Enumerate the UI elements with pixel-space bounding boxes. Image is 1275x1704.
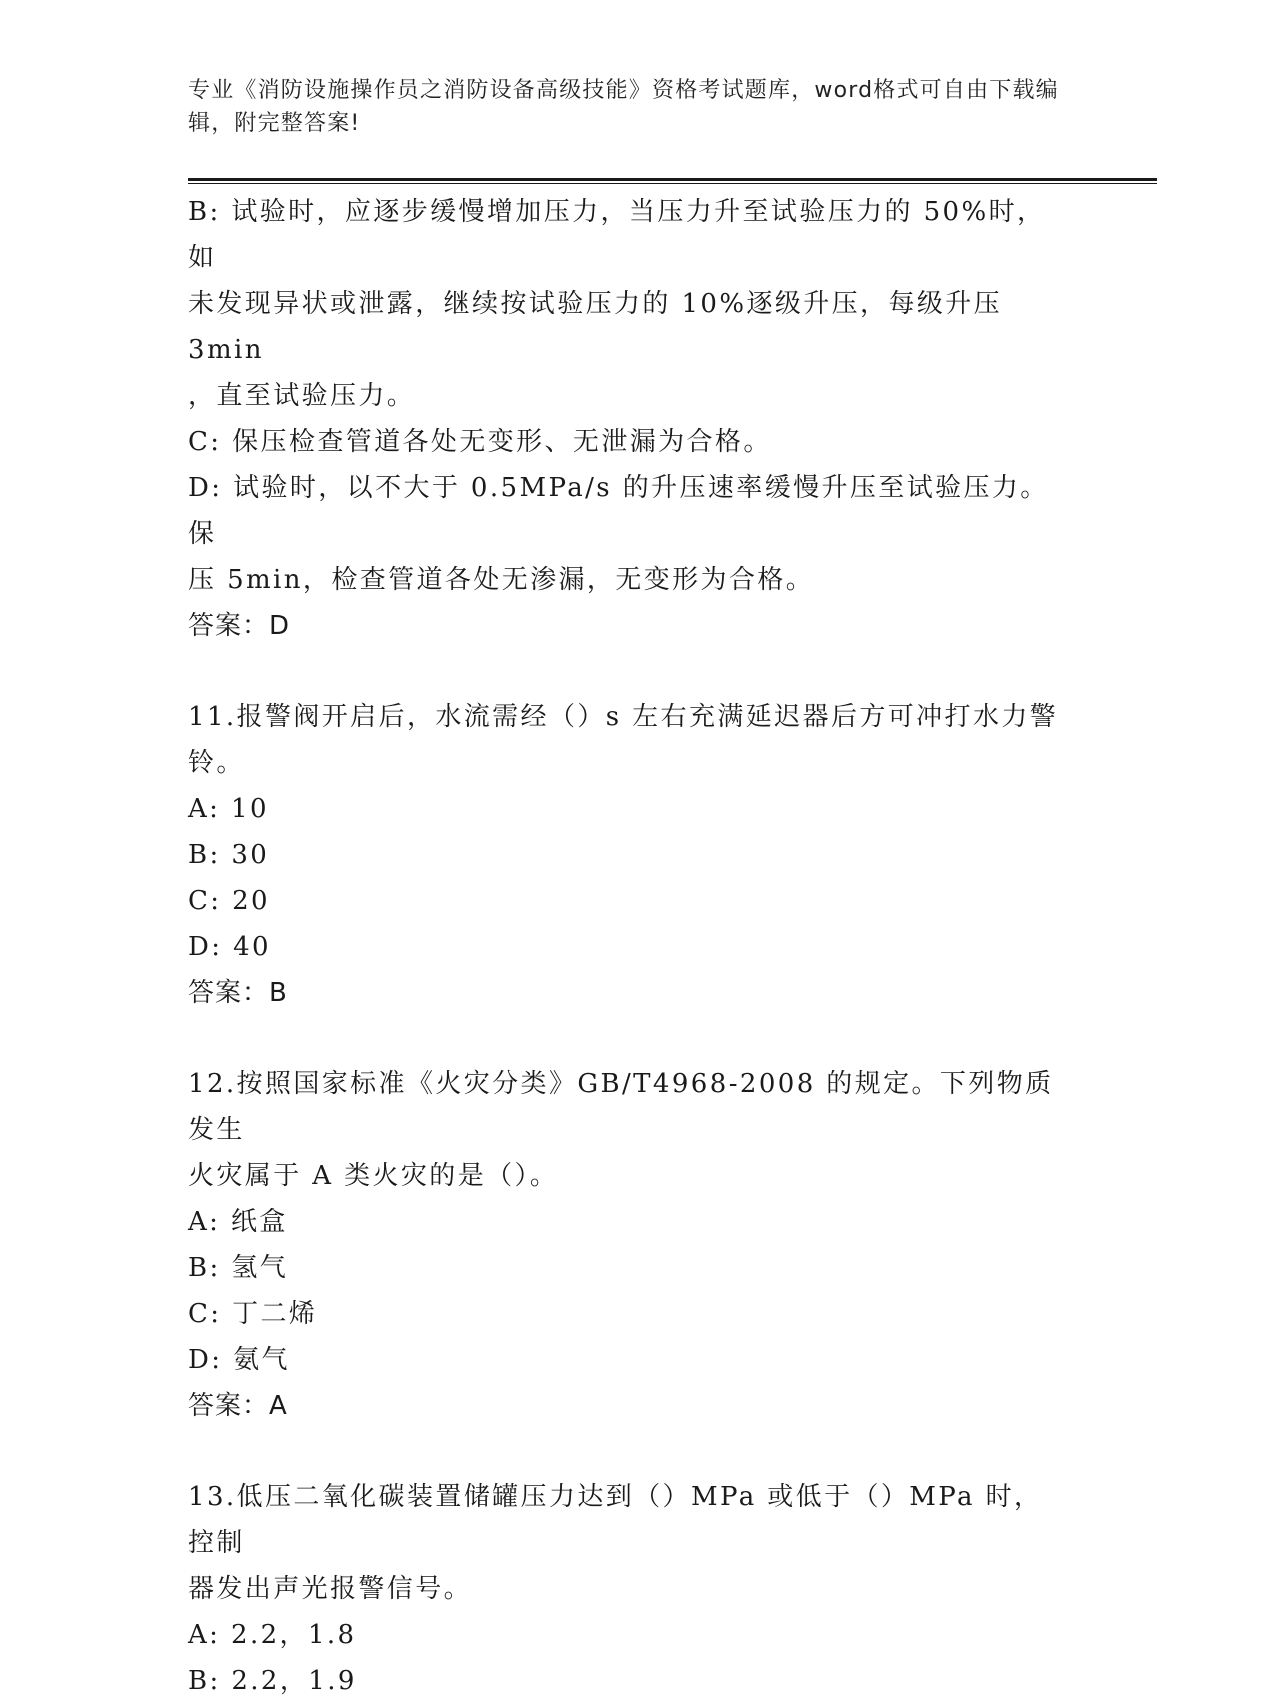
option-a: A: 纸盒 xyxy=(188,1207,288,1237)
option-b: B: 30 xyxy=(188,840,270,870)
question-stem: 火灾属于 A 类火灾的是（）。 xyxy=(188,1161,559,1191)
option-c: C: 丁二烯 xyxy=(188,1299,318,1329)
header-rule-thin xyxy=(188,183,1157,184)
question-stem: 12.按照国家标准《火灾分类》GB/T4968-2008 的规定。下列物质发生 xyxy=(188,1069,1054,1145)
question-13 xyxy=(188,1474,1068,1704)
option-line: C: 保压检查管道各处无变形、无泄漏为合格。 xyxy=(188,427,772,457)
option-d: D: 氨气 xyxy=(188,1345,290,1375)
option-line: 压 5min，检查管道各处无渗漏，无变形为合格。 xyxy=(188,565,815,595)
option-line: B: 试验时，应逐步缓慢增加压力，当压力升至试验压力的 50%时，如 xyxy=(188,197,1046,273)
option-line: 未发现异状或泄露，继续按试验压力的 10%逐级升压，每级升压 3min xyxy=(188,289,1013,365)
header-rule-thick xyxy=(188,178,1157,181)
question-12 xyxy=(188,1061,1068,1429)
option-line: ，直至试验压力。 xyxy=(188,381,416,411)
page-header: 专业《消防设施操作员之消防设备高级技能》资格考试题库，word格式可自由下载编辑，附完整答案! xyxy=(188,78,1059,136)
option-d: D: 40 xyxy=(188,932,271,962)
question-stem: 11.报警阀开启后，水流需经（）s 左右充满延迟器后方可冲打水力警 xyxy=(188,702,1059,732)
option-a: A: 10 xyxy=(188,794,269,824)
answer-line: 答案：A xyxy=(188,1391,288,1421)
option-c: C: 20 xyxy=(188,886,271,916)
option-line: D: 试验时，以不大于 0.5MPa/s 的升压速率缓慢升压至试验压力。保 xyxy=(188,473,1049,549)
question-stem: 器发出声光报警信号。 xyxy=(188,1574,473,1604)
question-11 xyxy=(188,694,1068,1016)
option-a: A: 2.2，1.8 xyxy=(188,1620,357,1650)
spacer xyxy=(188,1429,1068,1474)
option-b: B: 氢气 xyxy=(188,1253,289,1283)
option-b: B: 2.2，1.9 xyxy=(188,1666,357,1696)
question-content xyxy=(188,189,1068,1704)
spacer xyxy=(188,649,1068,694)
answer-line: 答案：D xyxy=(188,611,291,641)
answer-line: 答案：B xyxy=(188,978,288,1008)
question-stem: 铃。 xyxy=(188,748,245,778)
continued-question xyxy=(188,189,1068,649)
spacer xyxy=(188,1016,1068,1061)
question-stem: 13.低压二氧化碳装置储罐压力达到（）MPa 或低于（）MPa 时，控制 xyxy=(188,1482,1043,1558)
